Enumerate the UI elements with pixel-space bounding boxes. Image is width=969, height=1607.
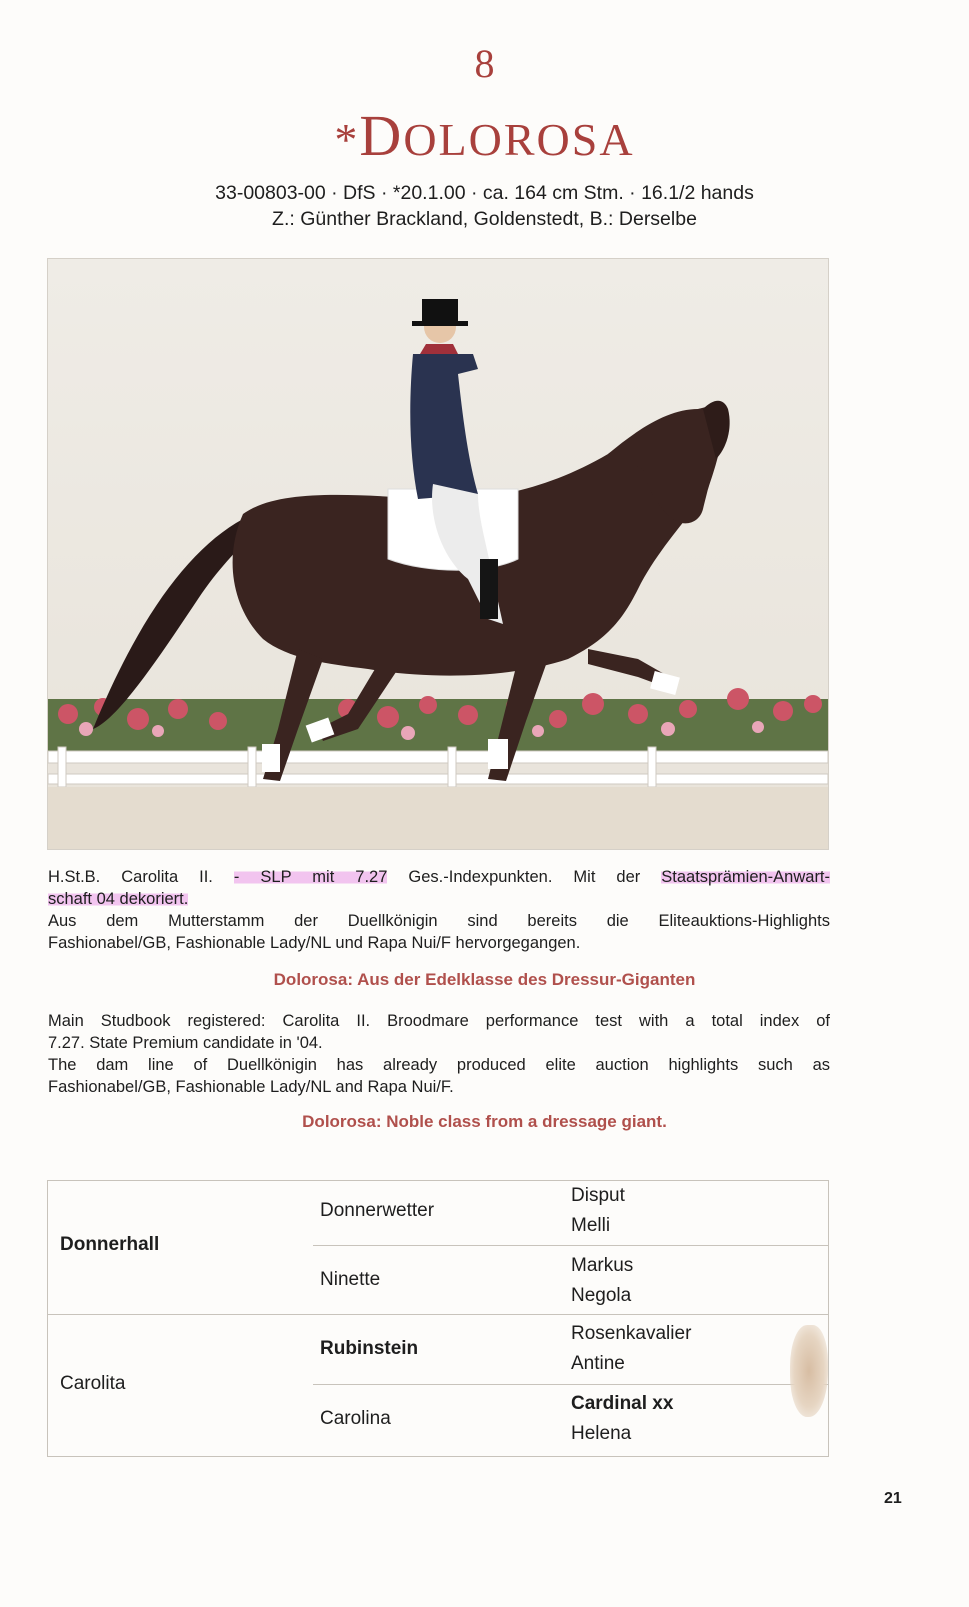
name-initial: D [359, 103, 404, 168]
horse-name [0, 102, 969, 169]
pedigree-dam: Carolita [60, 1373, 126, 1394]
pedigree-ggp-5: Rosenkavalier [571, 1323, 692, 1344]
pedigree-ggp-7: Cardinal xx [571, 1393, 674, 1414]
pedigree-ggp-2: Melli [571, 1215, 611, 1236]
pedigree-sire-sire: Donnerwetter [320, 1200, 435, 1221]
pedigree-divider-lower [313, 1384, 828, 1385]
pedigree-ggp-6: Antine [571, 1353, 625, 1374]
english-slogan: Dolorosa: Noble class from a dressage giant. [302, 1112, 667, 1131]
highlight-staatspraemien: Staatsprämien-Anwart- [661, 868, 831, 886]
paper-stain [790, 1325, 828, 1417]
german-line-1: H.St.B. Carolita II. - SLP mit 7.27 Ges.-Indexpunkten. Mit der Staatsprämien-Anwart- [48, 868, 831, 886]
horse-dressage-photo-icon [48, 259, 828, 849]
name-star: * [334, 114, 360, 165]
english-line-4: Fashionabel/GB, Fashionable Lady/NL and Rapa Nui/F. [48, 1078, 454, 1096]
pedigree-sire: Donnerhall [60, 1234, 160, 1255]
pedigree-ggp-1: Disput [571, 1185, 625, 1206]
pedigree-dam-sire: Rubinstein [320, 1338, 419, 1359]
german-description [48, 866, 830, 954]
pedigree-dam-dam: Carolina [320, 1408, 391, 1429]
pedigree-ggp-4: Negola [571, 1285, 632, 1306]
registration-line: 33-00803-00 · DfS · *20.1.00 · ca. 164 cm Stm. · 16.1/2 hands [215, 182, 754, 204]
german-line-3: Aus dem Mutterstamm der Duellkönigin sind bereits die Eliteauktions-Highlights [48, 912, 830, 930]
german-line-2 [48, 888, 830, 910]
pedigree-sire-dam: Ninette [320, 1269, 381, 1290]
pedigree-divider-main [48, 1314, 828, 1315]
english-line-1: Main Studbook registered: Carolita II. Broodmare performance test with a total index of [48, 1012, 830, 1030]
pedigree-divider-upper [313, 1245, 828, 1246]
highlight-slp: - SLP mit 7.27 [233, 868, 388, 886]
english-line-3: The dam line of Duellkönigin has already produced elite auction highlights such as [48, 1056, 830, 1074]
name-rest: OLOROSA [403, 114, 635, 165]
breeder-line: Z.: Günther Brackland, Goldenstedt, B.: Derselbe [272, 208, 697, 230]
pedigree-ggp-3: Markus [571, 1255, 634, 1276]
page-number: 21 [884, 1490, 902, 1507]
pedigree-table [47, 1180, 829, 1457]
lot-number: 8 [474, 41, 495, 86]
german-line-4: Fashionabel/GB, Fashionable Lady/NL und Rapa Nui/F hervorgegangen. [48, 934, 581, 952]
english-description [48, 1010, 830, 1098]
english-line-2: 7.27. State Premium candidate in '04. [48, 1034, 323, 1052]
highlight-schaft: schaft 04 dekoriert. [48, 890, 189, 908]
pedigree-ggp-8: Helena [571, 1423, 632, 1444]
horse-photo [47, 258, 829, 850]
german-slogan: Dolorosa: Aus der Edelklasse des Dressur-Giganten [273, 970, 696, 989]
